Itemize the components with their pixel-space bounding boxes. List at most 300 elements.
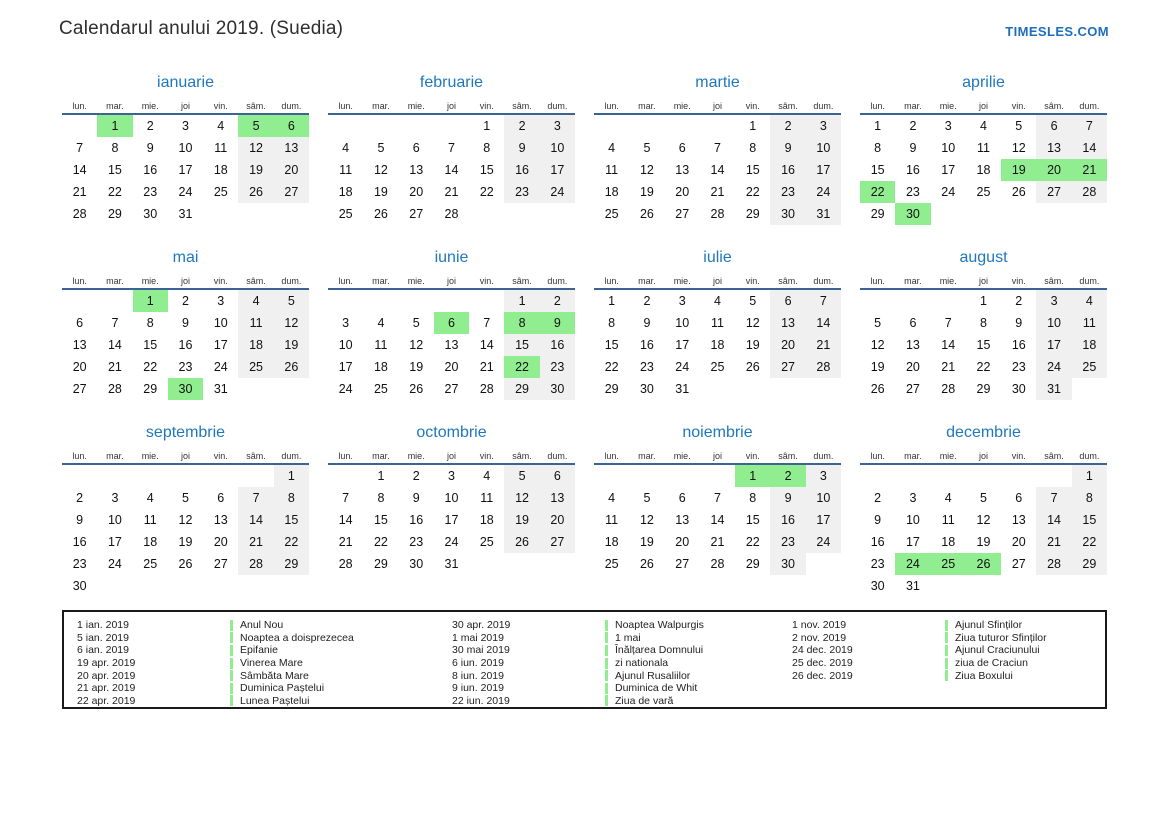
day-cell: 9 xyxy=(770,137,805,159)
day-cell: 13 xyxy=(540,487,575,509)
day-cell xyxy=(504,553,539,575)
day-cell xyxy=(1036,465,1071,487)
day-cell: 11 xyxy=(941,513,955,527)
day-cell: 12 xyxy=(870,338,885,352)
day-cell: 23 xyxy=(540,356,575,378)
week-row xyxy=(860,181,1107,203)
day-cell: 22 xyxy=(745,185,760,199)
day-cell xyxy=(274,575,309,597)
day-cell: 8 xyxy=(111,141,119,155)
legend-row xyxy=(792,657,1102,670)
day-cell-holiday: 25 xyxy=(931,553,966,575)
day-cell: 12 xyxy=(274,312,309,334)
day-cell: 3 xyxy=(944,119,952,133)
week-row xyxy=(62,378,309,400)
legend-holiday-label: Noaptea Walpurgis xyxy=(615,619,704,632)
day-cell: 25 xyxy=(143,557,158,571)
day-cell: 23 xyxy=(770,181,805,203)
weekday-label: lun. xyxy=(72,276,87,286)
legend-holiday-name xyxy=(230,632,354,644)
day-cell: 4 xyxy=(238,290,273,312)
day-cell: 7 xyxy=(483,316,491,330)
day-cell: 1 xyxy=(1072,465,1107,487)
weekday-label: joi xyxy=(180,451,190,461)
site-link[interactable]: TIMESLES.COM xyxy=(1005,24,1109,39)
day-cell: 24 xyxy=(1036,356,1071,378)
legend-holiday-name xyxy=(605,670,690,682)
weekday-label: vin. xyxy=(479,101,494,111)
day-cell: 7 xyxy=(1072,115,1107,137)
page-title: Calendarul anului 2019. (Suedia) xyxy=(59,18,344,39)
day-cell: 13 xyxy=(444,338,459,352)
legend-date: 22 iun. 2019 xyxy=(452,694,510,707)
day-cell xyxy=(931,290,966,312)
day-cell: 5 xyxy=(749,294,757,308)
day-cell xyxy=(469,290,504,312)
day-cell: 13 xyxy=(213,513,228,527)
weekday-header-row xyxy=(594,100,841,115)
day-cell: 28 xyxy=(107,382,122,396)
day-cell: 19 xyxy=(373,185,388,199)
day-cell: 24 xyxy=(941,185,956,199)
day-cell-holiday: 24 xyxy=(895,553,930,575)
day-cell: 30 xyxy=(143,207,158,221)
day-cell xyxy=(735,378,770,400)
day-cell: 16 xyxy=(178,338,193,352)
weekday-label: mar. xyxy=(372,276,390,286)
month-septembrie xyxy=(62,422,309,597)
day-cell: 12 xyxy=(238,137,273,159)
legend-row xyxy=(77,619,452,632)
weekday-label: sâm. xyxy=(512,101,532,111)
legend-column xyxy=(452,619,792,707)
weekday-label: lun. xyxy=(72,101,87,111)
day-cell: 10 xyxy=(444,491,459,505)
week-row xyxy=(328,181,575,203)
day-cell: 4 xyxy=(146,491,154,505)
weekday-label: sâm. xyxy=(778,451,798,461)
day-cell: 1 xyxy=(980,294,987,308)
weekday-label: joi xyxy=(180,276,190,286)
month-title: octombrie xyxy=(416,424,487,441)
day-cell xyxy=(806,378,841,400)
day-cell: 22 xyxy=(745,535,760,549)
day-cell: 7 xyxy=(714,491,721,505)
day-cell: 14 xyxy=(710,513,725,527)
legend-holiday-name xyxy=(230,682,324,694)
legend-holiday-name xyxy=(605,695,673,707)
legend-row xyxy=(77,669,452,682)
day-cell: 14 xyxy=(72,163,87,177)
day-cell: 22 xyxy=(1072,531,1107,553)
week-row xyxy=(860,487,1107,509)
legend-row xyxy=(452,694,792,707)
day-cell xyxy=(62,465,97,487)
weekday-label: dum. xyxy=(813,276,834,286)
day-cell: 2 xyxy=(874,491,882,505)
legend-holiday-label: Noaptea a doisprezecea xyxy=(240,631,354,644)
weekday-header-row xyxy=(328,275,575,290)
day-cell: 16 xyxy=(1011,338,1026,352)
month-noiembrie xyxy=(594,422,841,597)
legend-date: 22 apr. 2019 xyxy=(77,694,136,707)
day-cell xyxy=(1001,575,1036,597)
day-cell: 7 xyxy=(806,290,841,312)
day-cell xyxy=(966,203,1001,225)
week-row xyxy=(860,203,1107,225)
day-cell: 27 xyxy=(540,531,575,553)
day-cell xyxy=(62,290,97,312)
day-cell: 12 xyxy=(178,513,193,527)
day-cell: 4 xyxy=(944,491,952,505)
day-cell: 28 xyxy=(238,553,273,575)
weekday-label: mar. xyxy=(106,276,124,286)
legend-holiday-label: zi nationala xyxy=(615,657,669,670)
day-cell: 25 xyxy=(338,207,353,221)
day-cell: 10 xyxy=(905,513,920,527)
day-cell: 16 xyxy=(770,509,805,531)
weekday-label: dum. xyxy=(281,101,302,111)
week-row xyxy=(594,356,841,378)
legend-holiday-label: Anul Nou xyxy=(240,619,284,632)
day-cell: 24 xyxy=(338,382,353,396)
day-cell xyxy=(665,465,700,487)
weekday-label: mie. xyxy=(673,276,691,286)
day-cell: 31 xyxy=(213,382,228,396)
day-cell: 26 xyxy=(870,382,885,396)
day-cell: 30 xyxy=(870,579,885,593)
day-cell: 24 xyxy=(444,535,459,549)
day-cell: 8 xyxy=(980,316,987,330)
weekday-label: dum. xyxy=(1079,101,1100,111)
day-cell: 17 xyxy=(675,338,690,352)
day-cell: 14 xyxy=(107,338,122,352)
week-row xyxy=(62,159,309,181)
day-cell-holiday: 1 xyxy=(133,290,168,312)
day-cell: 27 xyxy=(675,557,690,571)
day-cell: 13 xyxy=(409,163,424,177)
day-cell xyxy=(203,575,238,597)
day-cell: 31 xyxy=(1036,378,1071,400)
day-cell: 1 xyxy=(504,290,539,312)
day-cell: 5 xyxy=(412,316,420,330)
day-cell: 24 xyxy=(107,557,122,571)
day-cell xyxy=(399,290,434,312)
day-cell xyxy=(203,203,238,225)
legend-holiday-label: Vinerea Mare xyxy=(240,657,303,670)
day-cell xyxy=(363,115,398,137)
day-cell: 30 xyxy=(639,382,654,396)
day-cell: 11 xyxy=(605,513,619,527)
day-cell: 10 xyxy=(338,338,353,352)
day-cell: 23 xyxy=(870,557,885,571)
legend-date: 21 apr. 2019 xyxy=(77,682,136,695)
day-cell: 29 xyxy=(143,382,158,396)
day-cell: 5 xyxy=(980,491,987,505)
day-cell: 14 xyxy=(710,163,725,177)
day-cell xyxy=(629,465,664,487)
weekday-label: lun. xyxy=(604,451,619,461)
day-cell: 2 xyxy=(770,115,805,137)
weekday-header-row xyxy=(860,275,1107,290)
day-cell: 4 xyxy=(980,119,987,133)
day-cell-holiday: 22 xyxy=(504,356,539,378)
day-cell: 16 xyxy=(905,163,920,177)
legend-holiday-name xyxy=(230,695,309,707)
day-cell: 27 xyxy=(444,382,459,396)
month-mai xyxy=(62,247,309,422)
holiday-bullet-icon xyxy=(605,620,608,631)
day-cell: 14 xyxy=(338,513,353,527)
legend-date: 25 dec. 2019 xyxy=(792,657,853,670)
day-cell: 25 xyxy=(479,535,494,549)
day-cell: 8 xyxy=(483,141,491,155)
day-cell: 17 xyxy=(941,163,956,177)
day-cell: 8 xyxy=(608,316,616,330)
day-cell: 27 xyxy=(1036,181,1071,203)
day-cell: 18 xyxy=(238,334,273,356)
weekday-label: mar. xyxy=(372,101,390,111)
day-cell: 31 xyxy=(178,207,193,221)
day-cell xyxy=(168,575,203,597)
day-cell: 14 xyxy=(1036,509,1071,531)
day-cell: 30 xyxy=(770,553,805,575)
day-cell: 30 xyxy=(72,579,87,593)
legend-row xyxy=(792,619,1102,632)
day-cell: 23 xyxy=(905,185,920,199)
month-title: iunie xyxy=(434,249,469,266)
day-cell: 21 xyxy=(710,535,725,549)
day-cell: 30 xyxy=(1011,382,1026,396)
day-cell: 3 xyxy=(678,294,686,308)
day-cell: 21 xyxy=(238,531,273,553)
week-row xyxy=(860,137,1107,159)
week-row xyxy=(328,312,575,334)
day-cell: 20 xyxy=(274,159,309,181)
weekday-label: sâm. xyxy=(512,276,532,286)
legend-holiday-name xyxy=(230,644,278,656)
day-cell: 19 xyxy=(870,360,885,374)
day-cell: 29 xyxy=(745,207,760,221)
day-cell xyxy=(328,115,363,137)
day-cell: 20 xyxy=(409,185,424,199)
day-cell-holiday: 2 xyxy=(770,465,805,487)
day-cell: 26 xyxy=(639,557,654,571)
month-octombrie xyxy=(328,422,575,597)
weekday-label: lun. xyxy=(604,101,619,111)
day-cell: 11 xyxy=(1072,312,1107,334)
weekday-label: sâm. xyxy=(778,101,798,111)
holiday-bullet-icon xyxy=(945,620,948,631)
weekday-label: dum. xyxy=(813,101,834,111)
week-row xyxy=(860,115,1107,137)
legend-date: 30 apr. 2019 xyxy=(452,619,511,632)
week-row xyxy=(328,553,575,575)
day-cell: 21 xyxy=(479,360,494,374)
weekday-label: vin. xyxy=(1011,451,1026,461)
week-row xyxy=(594,159,841,181)
day-cell: 9 xyxy=(770,487,805,509)
weekday-label: lun. xyxy=(338,276,353,286)
day-cell: 16 xyxy=(409,513,424,527)
month-februarie xyxy=(328,72,575,247)
weekday-label: joi xyxy=(978,451,988,461)
day-cell: 10 xyxy=(1036,312,1071,334)
day-cell xyxy=(434,290,469,312)
day-cell: 2 xyxy=(909,119,917,133)
legend-date: 24 dec. 2019 xyxy=(792,644,853,657)
legend-row xyxy=(792,632,1102,645)
day-cell: 21 xyxy=(941,360,956,374)
day-cell: 5 xyxy=(874,316,882,330)
week-row xyxy=(594,334,841,356)
day-cell: 10 xyxy=(107,513,122,527)
day-cell: 17 xyxy=(806,159,841,181)
day-cell: 12 xyxy=(373,163,388,177)
day-cell: 22 xyxy=(976,360,991,374)
day-cell xyxy=(504,203,539,225)
day-cell xyxy=(274,203,309,225)
day-cell: 20 xyxy=(675,535,690,549)
day-cell: 15 xyxy=(373,513,388,527)
day-cell: 9 xyxy=(412,491,420,505)
legend-holiday-name xyxy=(230,670,309,682)
month-aprilie xyxy=(860,72,1107,247)
day-cell: 2 xyxy=(76,491,84,505)
day-cell: 22 xyxy=(274,531,309,553)
week-row xyxy=(62,575,309,597)
day-cell: 15 xyxy=(107,163,122,177)
week-row xyxy=(860,575,1107,597)
day-cell: 1 xyxy=(608,294,616,308)
day-cell: 28 xyxy=(710,207,725,221)
day-cell: 21 xyxy=(1036,531,1071,553)
week-row xyxy=(328,356,575,378)
day-cell: 20 xyxy=(213,535,228,549)
day-cell: 18 xyxy=(941,535,956,549)
weekday-header-row xyxy=(328,450,575,465)
day-cell xyxy=(133,575,168,597)
day-cell: 13 xyxy=(905,338,920,352)
day-cell: 6 xyxy=(217,491,225,505)
day-cell: 6 xyxy=(412,141,420,155)
legend-holiday-label: Înălțarea Domnului xyxy=(615,644,704,657)
day-cell xyxy=(434,115,469,137)
day-cell: 26 xyxy=(373,207,388,221)
day-cell: 28 xyxy=(1072,181,1107,203)
day-cell xyxy=(594,465,629,487)
day-cell: 12 xyxy=(504,487,539,509)
week-row xyxy=(62,487,309,509)
day-cell-holiday: 6 xyxy=(274,115,309,137)
day-cell: 6 xyxy=(909,316,917,330)
legend-row xyxy=(452,657,792,670)
day-cell: 24 xyxy=(178,185,193,199)
day-cell xyxy=(97,575,132,597)
legend-row xyxy=(452,632,792,645)
legend-holiday-name xyxy=(945,670,1013,682)
day-cell: 15 xyxy=(976,338,991,352)
legend-date: 1 nov. 2019 xyxy=(792,619,847,632)
day-cell: 16 xyxy=(504,159,539,181)
day-cell xyxy=(238,575,273,597)
day-cell: 25 xyxy=(710,360,725,374)
day-cell: 13 xyxy=(770,312,805,334)
legend-row xyxy=(452,682,792,695)
legend-holiday-name xyxy=(945,619,1022,631)
week-row xyxy=(328,531,575,553)
day-cell: 29 xyxy=(976,382,991,396)
day-cell: 15 xyxy=(1072,509,1107,531)
weekday-label: mie. xyxy=(141,276,159,286)
day-cell: 26 xyxy=(178,557,193,571)
day-cell: 7 xyxy=(1036,487,1071,509)
day-cell xyxy=(931,465,966,487)
week-row xyxy=(860,356,1107,378)
week-row xyxy=(860,378,1107,400)
legend-holiday-label: Ajunul Craciunului xyxy=(955,644,1040,657)
day-cell: 5 xyxy=(377,141,385,155)
day-cell-holiday: 30 xyxy=(895,203,930,225)
day-cell xyxy=(1036,575,1071,597)
day-cell: 5 xyxy=(504,465,539,487)
day-cell: 9 xyxy=(504,137,539,159)
day-cell: 13 xyxy=(675,513,690,527)
month-martie xyxy=(594,72,841,247)
legend-holiday-name xyxy=(230,657,303,669)
holiday-bullet-icon xyxy=(230,670,233,681)
day-cell: 2 xyxy=(540,290,575,312)
week-row xyxy=(594,203,841,225)
day-cell: 30 xyxy=(770,203,805,225)
day-cell: 3 xyxy=(540,115,575,137)
legend-row xyxy=(452,644,792,657)
month-title: august xyxy=(959,249,1008,266)
weekday-label: joi xyxy=(180,101,190,111)
day-cell: 29 xyxy=(745,557,760,571)
weekday-label: lun. xyxy=(870,276,885,286)
day-cell: 13 xyxy=(1011,513,1026,527)
weekday-label: vin. xyxy=(213,451,228,461)
day-cell xyxy=(1001,203,1036,225)
holiday-bullet-icon xyxy=(230,632,233,643)
day-cell xyxy=(1072,378,1107,400)
day-cell: 20 xyxy=(770,334,805,356)
day-cell: 11 xyxy=(480,491,494,505)
month-title: aprilie xyxy=(962,74,1005,91)
day-cell: 12 xyxy=(1011,141,1026,155)
day-cell: 13 xyxy=(72,338,87,352)
legend-date: 1 mai 2019 xyxy=(452,631,504,644)
weekday-label: lun. xyxy=(72,451,87,461)
legend-holiday-label: 1 mai xyxy=(615,631,641,644)
legend-row xyxy=(452,619,792,632)
day-cell: 26 xyxy=(409,382,424,396)
day-cell: 18 xyxy=(710,338,725,352)
day-cell xyxy=(238,378,273,400)
day-cell: 20 xyxy=(905,360,920,374)
week-row xyxy=(62,290,309,312)
day-cell: 5 xyxy=(182,491,189,505)
week-row xyxy=(328,290,575,312)
legend-holiday-name xyxy=(945,644,1040,656)
legend-row xyxy=(77,682,452,695)
holiday-bullet-icon xyxy=(945,670,948,681)
day-cell xyxy=(363,290,398,312)
weekday-label: vin. xyxy=(1011,101,1026,111)
weekday-label: mar. xyxy=(904,451,922,461)
week-row xyxy=(62,356,309,378)
